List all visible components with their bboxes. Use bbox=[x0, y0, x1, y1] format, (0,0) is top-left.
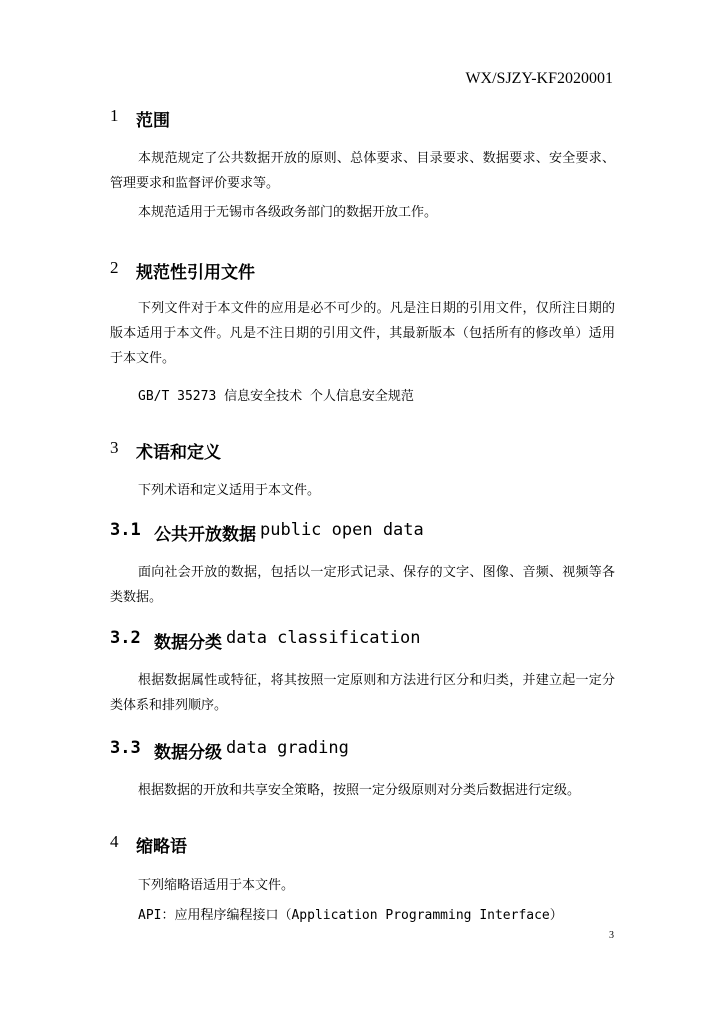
paragraph: 本规范适用于无锡市各级政务部门的数据开放工作。 bbox=[138, 205, 438, 220]
subsection-english-term: public open data bbox=[260, 520, 424, 540]
paragraph: 根据数据属性或特征，将其按照一定原则和方法进行区分和归类，并建立起一定分类体系和排列顺序。 bbox=[110, 673, 615, 713]
subsection-heading-3-2 bbox=[110, 628, 420, 653]
subsection-english-term: data classification bbox=[226, 628, 421, 648]
subsection-title: 数据分类 bbox=[154, 633, 222, 653]
section-title: 范围 bbox=[136, 111, 170, 131]
paragraph: 下列术语和定义适用于本文件。 bbox=[138, 483, 321, 498]
paragraph: 本规范规定了公共数据开放的原则、总体要求、目录要求、数据要求、安全要求、管理要求和监督评价要求等。 bbox=[110, 151, 615, 191]
page-number: 3 bbox=[609, 930, 614, 941]
reference-item: GB/T 35273 信息安全技术 个人信息安全规范 bbox=[138, 389, 414, 404]
section-number: 3 bbox=[110, 438, 119, 457]
section-title: 规范性引用文件 bbox=[136, 263, 255, 283]
section-title: 缩略语 bbox=[136, 837, 187, 857]
paragraph: 根据数据的开放和共享安全策略，按照一定分级原则对分类后数据进行定级。 bbox=[138, 783, 581, 798]
abbreviation-item: API：应用程序编程接口（Application Programming Interface） bbox=[138, 908, 563, 923]
paragraph: 面向社会开放的数据，包括以一定形式记录、保存的文字、图像、音频、视频等各类数据。 bbox=[110, 565, 615, 605]
subsection-heading-3-3 bbox=[110, 738, 349, 763]
document-code: WX/SJZY-KF2020001 bbox=[465, 70, 613, 87]
section-heading-4 bbox=[110, 832, 187, 857]
section-number: 4 bbox=[110, 832, 119, 851]
subsection-heading-3-1 bbox=[110, 520, 424, 545]
section-heading-3 bbox=[110, 438, 221, 463]
section-number: 2 bbox=[110, 258, 119, 277]
subsection-number: 3.1 bbox=[110, 520, 141, 540]
paragraph: 下列文件对于本文件的应用是必不可少的。凡是注日期的引用文件，仅所注日期的版本适用于本文件。凡是不注日期的引用文件，其最新版本（包括所有的修改单）适用于本文件。 bbox=[110, 301, 615, 366]
section-heading-2 bbox=[110, 258, 255, 283]
section-heading-1 bbox=[110, 106, 170, 131]
subsection-number: 3.3 bbox=[110, 738, 141, 758]
subsection-title: 数据分级 bbox=[154, 743, 222, 763]
subsection-number: 3.2 bbox=[110, 628, 141, 648]
paragraph: 下列缩略语适用于本文件。 bbox=[138, 878, 295, 893]
subsection-title: 公共开放数据 bbox=[154, 525, 256, 545]
subsection-english-term: data grading bbox=[226, 738, 349, 758]
section-title: 术语和定义 bbox=[136, 443, 221, 463]
section-number: 1 bbox=[110, 106, 119, 125]
